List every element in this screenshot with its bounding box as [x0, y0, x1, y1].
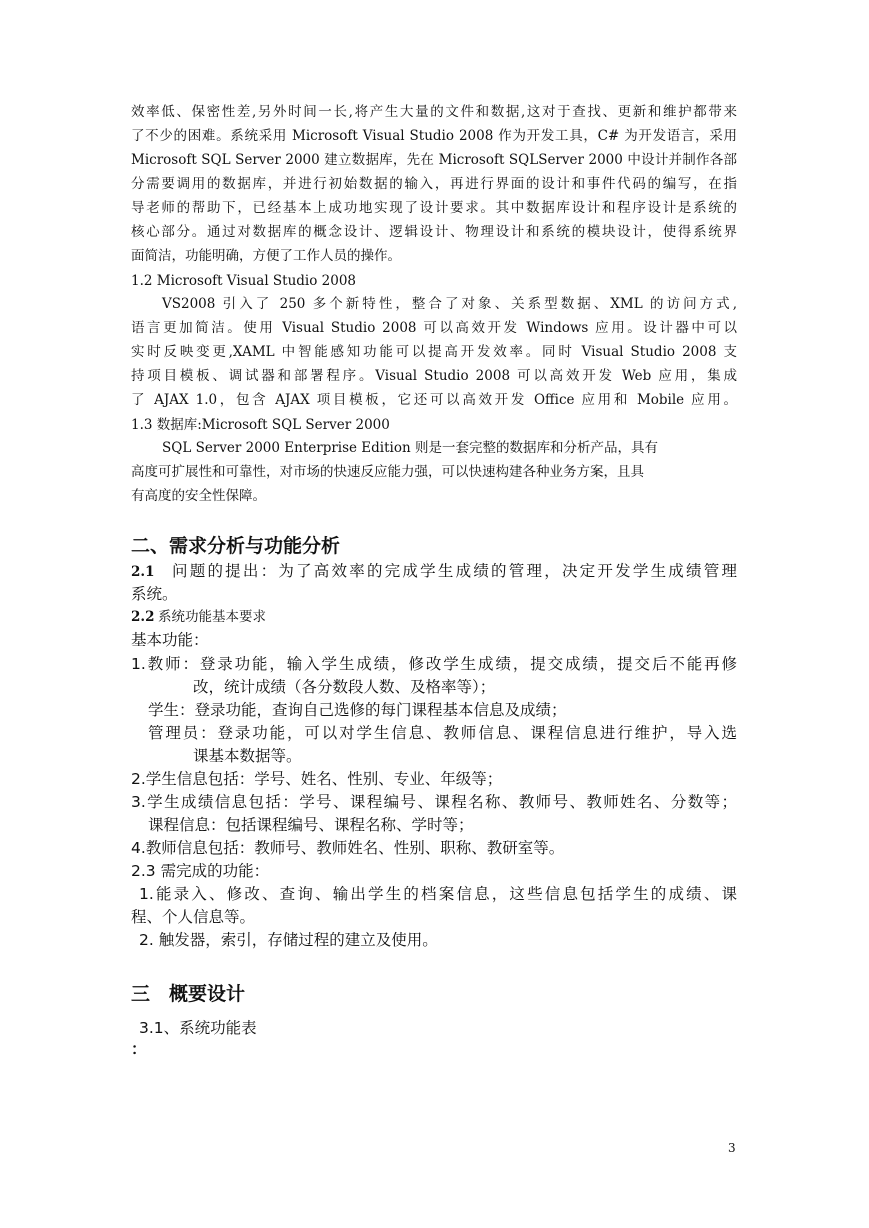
page-number: 3: [728, 1141, 736, 1155]
section-1-3-line-3: 有高度的安全性保障。: [131, 488, 266, 504]
teacher-info-item: 4.教师信息包括：教师号、教师姓名、性别、职称、教研室等。: [131, 839, 565, 857]
section-1-3-line-1: SQL Server 2000 Enterprise Edition 则是一套完整的数据库和分析产品，具有: [162, 440, 658, 456]
section-1-2-line-5: 了 AJAX 1.0，包含 AJAX 项目模板，它还可以高效开发 Office 应用和 Mobile 应用。: [131, 392, 737, 408]
chapter-3-title: 三 概要设计: [131, 983, 246, 1005]
function-2: 2. 触发器，索引，存储过程的建立及使用。: [139, 931, 438, 949]
intro-line-3: Microsoft SQL Server 2000 建立数据库，先在 Microsoft SQLServer 2000 中设计并制作各部: [131, 152, 737, 168]
student-item: 学生：登录功能，查询自己选修的每门课程基本信息及成绩；: [148, 701, 567, 719]
section-3-1-colon: ：: [131, 1040, 147, 1058]
course-info-item: 课程信息：包括课程编号、课程名称、学时等；: [148, 816, 474, 834]
section-2-3-heading: 2.3 需完成的功能：: [131, 862, 270, 880]
admin-item-line-1: 管理员：登录功能，可以对学生信息、教师信息、课程信息进行维护，导入选: [148, 724, 737, 742]
section-1-3-heading: 1.3 数据库:Microsoft SQL Server 2000: [131, 417, 390, 433]
intro-line-6: 核心部分。通过对数据库的概念设计、逻辑设计、物理设计和系统的模块设计，使得系统界: [131, 224, 737, 240]
function-1-line-2: 程、个人信息等。: [131, 908, 256, 926]
teacher-item-line-2: 改，统计成绩（各分数段人数、及格率等）；: [193, 678, 496, 696]
score-info-item: 3.学生成绩信息包括：学号、课程编号、课程名称、教师号、教师姓名、分数等；: [131, 793, 737, 811]
intro-line-7: 面简洁，功能明确，方便了工作人员的操作。: [131, 248, 401, 264]
function-1-line-1: 1.能录入、修改、查询、输出学生的档案信息，这些信息包括学生的成绩、课: [139, 885, 737, 903]
intro-line-1: 效率低、保密性差,另外时间一长,将产生大量的文件和数据,这对于查找、更新和维护都带来: [131, 104, 737, 120]
section-1-2-heading: 1.2 Microsoft Visual Studio 2008: [131, 273, 357, 289]
section-1-2-line-1: VS2008 引入了 250 多个新特性，整合了对象、关系型数据、XML 的访问方式,: [162, 296, 737, 312]
student-info-item: 2.学生信息包括：学号、姓名、性别、专业、年级等；: [131, 770, 503, 788]
section-1-2-line-2: 语言更加简洁。使用 Visual Studio 2008 可以高效开发 Windows 应用。设计器中可以: [131, 320, 737, 336]
teacher-item-line-1: 1.教师：登录功能，输入学生成绩，修改学生成绩，提交成绩，提交后不能再修: [131, 655, 737, 673]
section-2-1-line-2: 系统。: [131, 585, 178, 603]
intro-line-2: 了不少的困难。系统采用 Microsoft Visual Studio 2008 作为开发工具，C# 为开发语言，采用: [131, 128, 737, 144]
section-1-2-line-3: 实时反映变更,XAML 中智能感知功能可以提高开发效率。同时 Visual Studio 2008 支: [131, 344, 737, 360]
section-2-1-line-1: 问题的提出：为了高效率的完成学生成绩的管理，决定开发学生成绩管理: [172, 562, 737, 580]
intro-line-5: 导老师的帮助下，已经基本上成功地实现了设计要求。其中数据库设计和程序设计是系统的: [131, 200, 737, 216]
section-1-2-line-4: 持项目模板、调试器和部署程序。Visual Studio 2008 可以高效开发 Web 应用，集成: [131, 368, 737, 384]
chapter-2-title: 二、需求分析与功能分析: [131, 535, 341, 557]
section-2-2-title: 系统功能基本要求: [158, 609, 266, 625]
section-3-1-heading: 3.1、系统功能表: [139, 1019, 257, 1037]
intro-line-4: 分需要调用的数据库，并进行初始数据的输入，再进行界面的设计和事件代码的编写，在指: [131, 176, 737, 192]
basic-functions-label: 基本功能：: [131, 631, 209, 649]
section-1-3-line-2: 高度可扩展性和可靠性，对市场的快速反应能力强，可以快速构建各种业务方案，且具: [131, 464, 644, 480]
section-2-2-number: 2.2: [131, 609, 155, 625]
section-2-1-number: 2.1: [131, 564, 155, 580]
admin-item-line-2: 课基本数据等。: [193, 747, 302, 765]
